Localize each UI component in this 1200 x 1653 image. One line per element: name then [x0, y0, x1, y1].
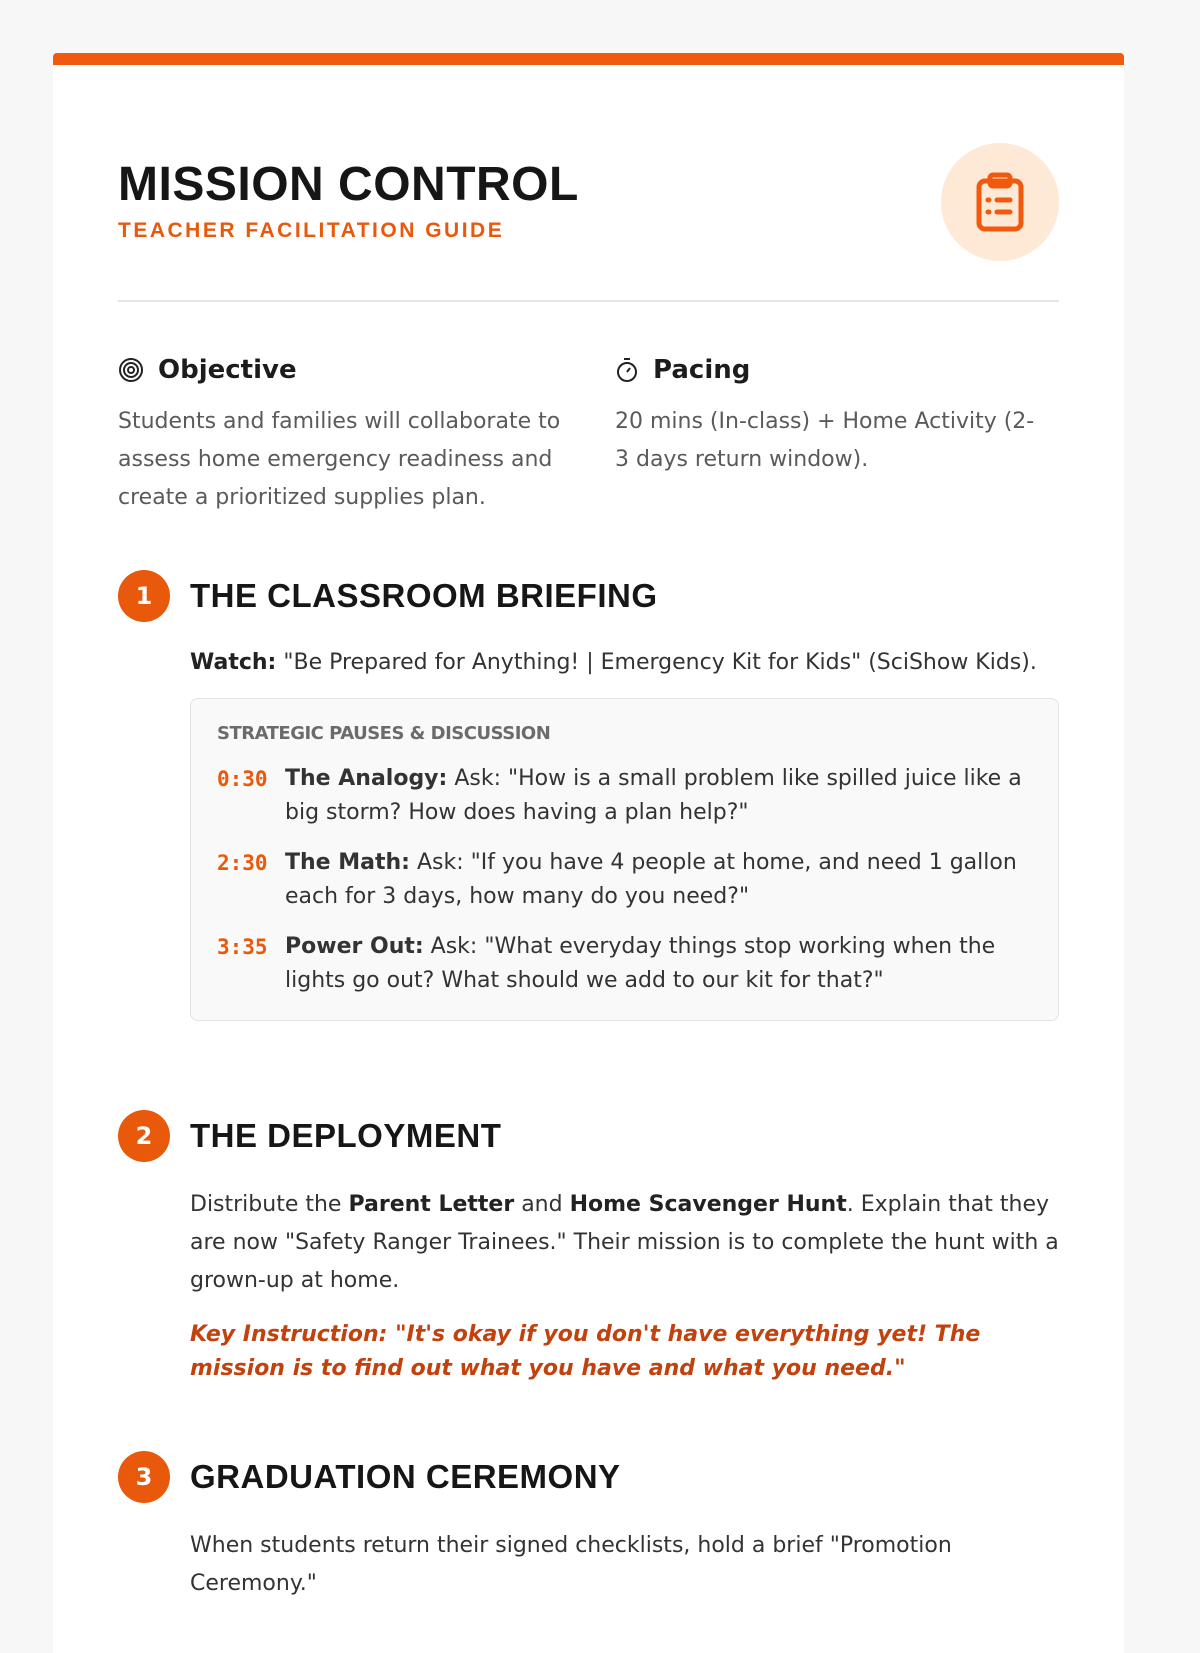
pause-text: Ask: "If you have 4 people at home, and need 1 gallon each for 3 days, how many do you need?": [285, 850, 1017, 909]
strategic-pauses-box: [190, 698, 1059, 1021]
pause-item: [217, 846, 1032, 914]
pacing-label: Pacing: [653, 355, 751, 385]
pacing-text: 20 mins (In-class) + Home Activity (2-3 days return window).: [615, 409, 1035, 472]
pause-label: The Math:: [285, 850, 410, 875]
section-title: THE CLASSROOM BRIEFING: [190, 577, 658, 614]
pause-item: [217, 930, 1032, 998]
section-title: THE DEPLOYMENT: [190, 1117, 502, 1154]
section-title: GRADUATION CEREMONY: [190, 1458, 621, 1495]
timestamp: 0:30: [217, 767, 268, 791]
pause-label: The Analogy:: [285, 766, 448, 791]
watch-text: "Be Prepared for Anything! | Emergency Kit for Kids" (SciShow Kids).: [276, 650, 1037, 675]
parent-letter: Parent Letter: [348, 1192, 515, 1217]
divider: [118, 300, 1059, 302]
stopwatch-icon: [615, 357, 639, 383]
objective-label: Objective: [158, 355, 297, 385]
clipboard-list-icon: [974, 172, 1026, 232]
clipboard-badge: [941, 143, 1059, 261]
box-title: STRATEGIC PAUSES & DISCUSSION: [217, 723, 551, 744]
section-classroom-briefing: [118, 570, 1059, 1021]
pause-label: Power Out:: [285, 934, 424, 959]
deployment-text: [190, 1186, 1059, 1300]
timestamp: 2:30: [217, 851, 268, 875]
objective-text: Students and families will collaborate to assess home emergency readiness and create a prioritized supplies plan.: [118, 409, 561, 510]
pause-text: Ask: "What everyday things stop working when the lights go out? What should we add to our kit for that?": [285, 934, 996, 993]
step-number: 1: [118, 570, 170, 622]
target-icon: [118, 357, 144, 383]
guide-card: [53, 53, 1124, 1653]
watch-label: Watch:: [190, 650, 277, 675]
graduation-text: When students return their signed checklists, hold a brief "Promotion Ceremony.": [190, 1533, 952, 1596]
text: . Explain that they are now "Safety Ranger Trainees." Their mission is to complete the hunt with a grown-up at home.: [190, 1192, 1059, 1293]
key-instruction: Key Instruction: "It's okay if you don't have everything yet! The mission is to find out what you have and what you need.": [190, 1322, 981, 1381]
pause-item: [217, 762, 1032, 830]
timestamp: 3:35: [217, 935, 268, 959]
page-subtitle: TEACHER FACILITATION GUIDE: [118, 219, 505, 242]
section-deployment: [118, 1110, 1059, 1386]
section-graduation-ceremony: [118, 1451, 1059, 1603]
text: Distribute the: [190, 1192, 349, 1217]
step-number: 3: [118, 1451, 170, 1503]
page-title: MISSION CONTROL: [118, 158, 579, 211]
watch-line: [190, 644, 1059, 682]
step-number: 2: [118, 1110, 170, 1162]
text: and: [514, 1192, 570, 1217]
pacing-block: [615, 355, 1045, 479]
home-scavenger-hunt: Home Scavenger Hunt: [569, 1192, 847, 1217]
pause-text: Ask: "How is a small problem like spilled juice like a big storm? How does having a plan help?": [285, 766, 1022, 825]
objective-block: [118, 355, 568, 517]
